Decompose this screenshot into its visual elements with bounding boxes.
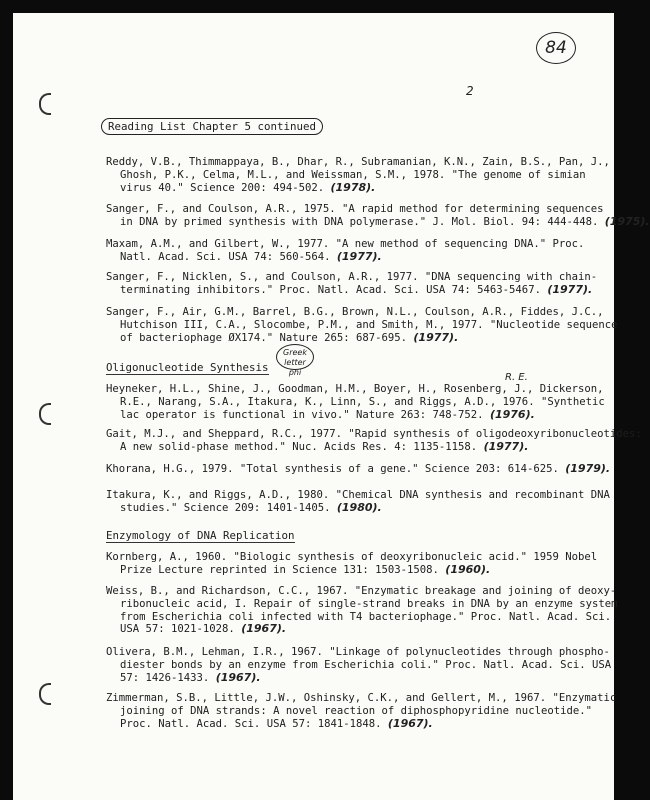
ref-line: R.E., Narang, S.A., Itakura, K., Linn, S., and Riggs, A.D., 1976. "Synthetic (120, 395, 605, 408)
ref-line: Natl. Acad. Sci. USA 74: 560-564. (1977). (120, 249, 382, 263)
ref-line: diester bonds by an enzyme from Escherichia coli." Proc. Natl. Acad. Sci. USA (120, 658, 612, 671)
ref-line: Olivera, B.M., Lehman, I.R., 1967. "Linkage of polynucleotides through phospho- (106, 646, 610, 658)
ref-line: Reddy, V.B., Thimmappaya, B., Dhar, R., Subramanian, K.N., Zain, B.S., Pan, J., (106, 156, 610, 168)
ref-line: Sanger, F., and Coulson, A.R., 1975. "A rapid method for determining sequences (106, 203, 604, 215)
ref-line: studies." Science 209: 1401-1405. (1980). (120, 500, 382, 514)
ref-line: Weiss, B., and Richardson, C.C., 1967. "Enzymatic breakage and joining of deoxy- (106, 585, 617, 597)
ref-line: of bacteriophage ØX174." Nature 265: 687-695. (1977). (120, 330, 459, 344)
reference-maxam-1977 (106, 238, 585, 264)
handwritten-year: (1980). (336, 500, 382, 514)
top-handwritten-mark: 2 (466, 84, 474, 98)
ref-line: Heyneker, H.L., Shine, J., Goodman, H.M., Boyer, H., Rosenberg, J., Dickerson, (106, 383, 604, 395)
ref-line: USA 57: 1021-1028. (1967). (120, 622, 287, 636)
ref-line: A new solid-phase method." Nuc. Acids Res. 4: 1135-1158. (1977). (120, 439, 529, 453)
reference-sanger-1975 (106, 203, 650, 229)
ref-line: virus 40." Science 200: 494-502. (1978). (120, 180, 376, 194)
section-heading-oligonucleotide: Oligonucleotide Synthesis (106, 361, 269, 374)
ref-line: Zimmerman, S.B., Little, J.W., Oshinsky, C.K., and Gellert, M., 1967. "Enzymatic (106, 692, 617, 704)
page-number: 84 (536, 32, 576, 64)
handwritten-year: (1975). (604, 214, 650, 228)
reference-gait-1977 (106, 428, 642, 454)
reference-olivera-1967 (106, 646, 612, 684)
reference-itakura-1980 (106, 489, 610, 515)
dickerson-insert-note: R. E. (505, 372, 528, 383)
handwritten-year: (1977). (336, 249, 382, 263)
handwritten-year: (1967). (215, 670, 261, 684)
reference-khorana-1979 (106, 462, 611, 476)
punch-hole-middle (35, 401, 49, 423)
page-title: Reading List Chapter 5 continued (101, 118, 323, 135)
ref-line: ribonucleic acid, I. Repair of single-strand breaks in DNA by an enzyme system (120, 597, 618, 610)
handwritten-year: (1967). (241, 622, 287, 636)
handwritten-year: (1979). (565, 462, 611, 475)
ref-line: 57: 1426-1433. (1967). (120, 670, 261, 684)
punch-hole-bottom (35, 681, 49, 703)
ref-line: lac operator is functional in vivo." Nature 263: 748-752. (1976). (120, 407, 535, 421)
ref-line: Sanger, F., Air, G.M., Barrel, B.G., Brown, N.L., Coulson, A.R., Fiddes, J.C., (106, 306, 604, 318)
ref-line: Prize Lecture reprinted in Science 131: 1503-1508. (1960). (120, 562, 491, 576)
ref-line: Gait, M.J., and Sheppard, R.C., 1977. "Rapid synthesis of oligodeoxyribonucleotides: (106, 428, 642, 440)
ref-line: Sanger, F., Nicklen, S., and Coulson, A.R., 1977. "DNA sequencing with chain- (106, 271, 598, 283)
ref-line: Proc. Natl. Acad. Sci. USA 57: 1841-1848. (1967). (120, 716, 433, 730)
handwritten-year: (1977). (483, 439, 529, 453)
ref-line: Maxam, A.M., and Gilbert, W., 1977. "A new method of sequencing DNA." Proc. (106, 238, 585, 250)
handwritten-year: (1977). (413, 330, 459, 344)
ref-line: joining of DNA strands: A novel reaction of diphosphopyridine nucleotide." (120, 704, 592, 717)
greek-phi-note: Greek letter phi (276, 344, 314, 370)
handwritten-year: (1978). (330, 180, 376, 194)
reference-weiss-1967 (106, 585, 618, 636)
ref-line: Hutchison III, C.A., Slocombe, P.M., and Smith, M., 1977. "Nucleotide sequence (120, 318, 618, 331)
punch-hole-top (35, 91, 49, 113)
ref-line: Itakura, K., and Riggs, A.D., 1980. "Chemical DNA synthesis and recombinant DNA (106, 489, 610, 501)
reference-sanger-nicklen-1977 (106, 271, 598, 297)
handwritten-year: (1976). (489, 407, 535, 421)
reference-kornberg-1960 (106, 551, 598, 577)
ref-line: Khorana, H.G., 1979. "Total synthesis of a gene." Science 203: 614-625. (1979). (106, 462, 611, 475)
reference-zimmerman-1967 (106, 692, 617, 730)
ref-line: from Escherichia coli infected with T4 bacteriophage." Proc. Natl. Acad. Sci. (120, 610, 612, 623)
handwritten-year: (1977). (547, 282, 593, 296)
ref-line: Kornberg, A., 1960. "Biologic synthesis of deoxyribonucleic acid." 1959 Nobel (106, 551, 598, 563)
ref-line: terminating inhibitors." Proc. Natl. Acad. Sci. USA 74: 5463-5467. (1977). (120, 282, 593, 296)
reference-heyneker-1976 (106, 383, 605, 421)
ref-line: Ghosh, P.K., Celma, M.L., and Weissman, S.M., 1978. "The genome of simian (120, 168, 586, 181)
reference-reddy-1978 (106, 156, 610, 194)
handwritten-year: (1967). (387, 716, 433, 730)
ref-line: in DNA by primed synthesis with DNA polymerase." J. Mol. Biol. 94: 444-448. (1975). (120, 214, 650, 228)
handwritten-year: (1960). (445, 562, 491, 576)
reference-sanger-air-1977 (106, 306, 618, 344)
section-heading-enzymology: Enzymology of DNA Replication (106, 529, 295, 542)
